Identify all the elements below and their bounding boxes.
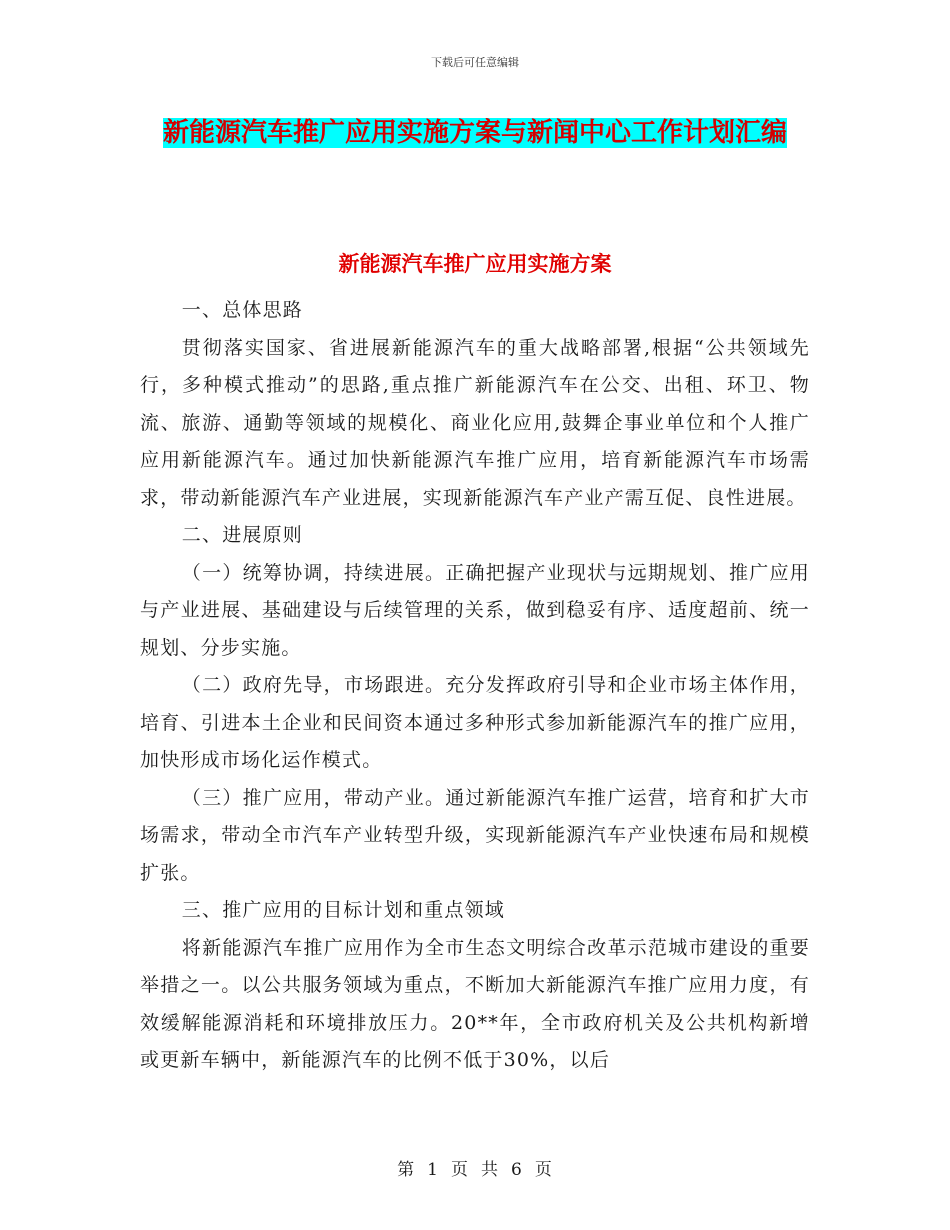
section-heading: 二、进展原则 — [181, 524, 303, 546]
paragraph: （二）政府先导，市场跟进。充分发挥政府引导和企业市场主体作用，培育、引进本土企业和民间资本通过多种形式参加新能源汽车的推广应用，加快形成市场化运作模式。 — [140, 674, 810, 771]
header-note: 下载后可任意编辑 — [431, 56, 519, 69]
page-footer — [0, 1155, 950, 1180]
footer-prefix: 第 — [397, 1160, 416, 1180]
paragraph: （三）推广应用，带动产业。通过新能源汽车推广运营，培育和扩大市场需求，带动全市汽车产业转型升级，实现新能源汽车产业快速布局和规模扩张。 — [140, 786, 810, 884]
footer-suffix: 页 — [534, 1160, 553, 1180]
page-number: 1 — [427, 1160, 439, 1180]
document-body — [140, 292, 810, 1080]
sub-title: 新能源汽车推广应用实施方案 — [338, 251, 612, 276]
main-title — [140, 112, 810, 154]
paragraph: 贯彻落实国家、省进展新能源汽车的重大战略部署,根据“公共领域先行，多种模式推动”的思路,重点推广新能源汽车在公交、出租、环卫、物流、旅游、通勤等领域的规模化、商业化应用,鼓舞企事业单位和个人推广应用新能源汽车。通过加快新能源汽车推广应用，培育新能源汽车市场需求，带动新能源汽车产业进展，实现新能源汽车产业产需互促、良性进展。 — [140, 336, 810, 509]
paragraph: （一）统筹协调，持续进展。正确把握产业现状与远期规划、推广应用与产业进展、基础建设与后续管理的关系，做到稳妥有序、适度超前、统一规划、分步实施。 — [140, 561, 810, 659]
total-pages: 6 — [511, 1160, 523, 1180]
section-heading: 一、总体思路 — [181, 299, 303, 321]
paragraph: 将新能源汽车推广应用作为全市生态文明综合改革示范城市建设的重要举措之一。以公共服务领域为重点，不断加大新能源汽车推广应用力度，有效缓解能源消耗和环境排放压力。20**年，全市政府机关及公共机构新增或更新车辆中，新能源汽车的比例不低于30%，以后 — [140, 936, 810, 1071]
footer-total-word: 共 — [481, 1160, 499, 1180]
section-heading: 三、推广应用的目标计划和重点领域 — [181, 899, 505, 921]
footer-page-word: 页 — [451, 1160, 469, 1180]
main-title-text: 新能源汽车推广应用实施方案与新闻中心工作计划汇编 — [162, 118, 787, 148]
